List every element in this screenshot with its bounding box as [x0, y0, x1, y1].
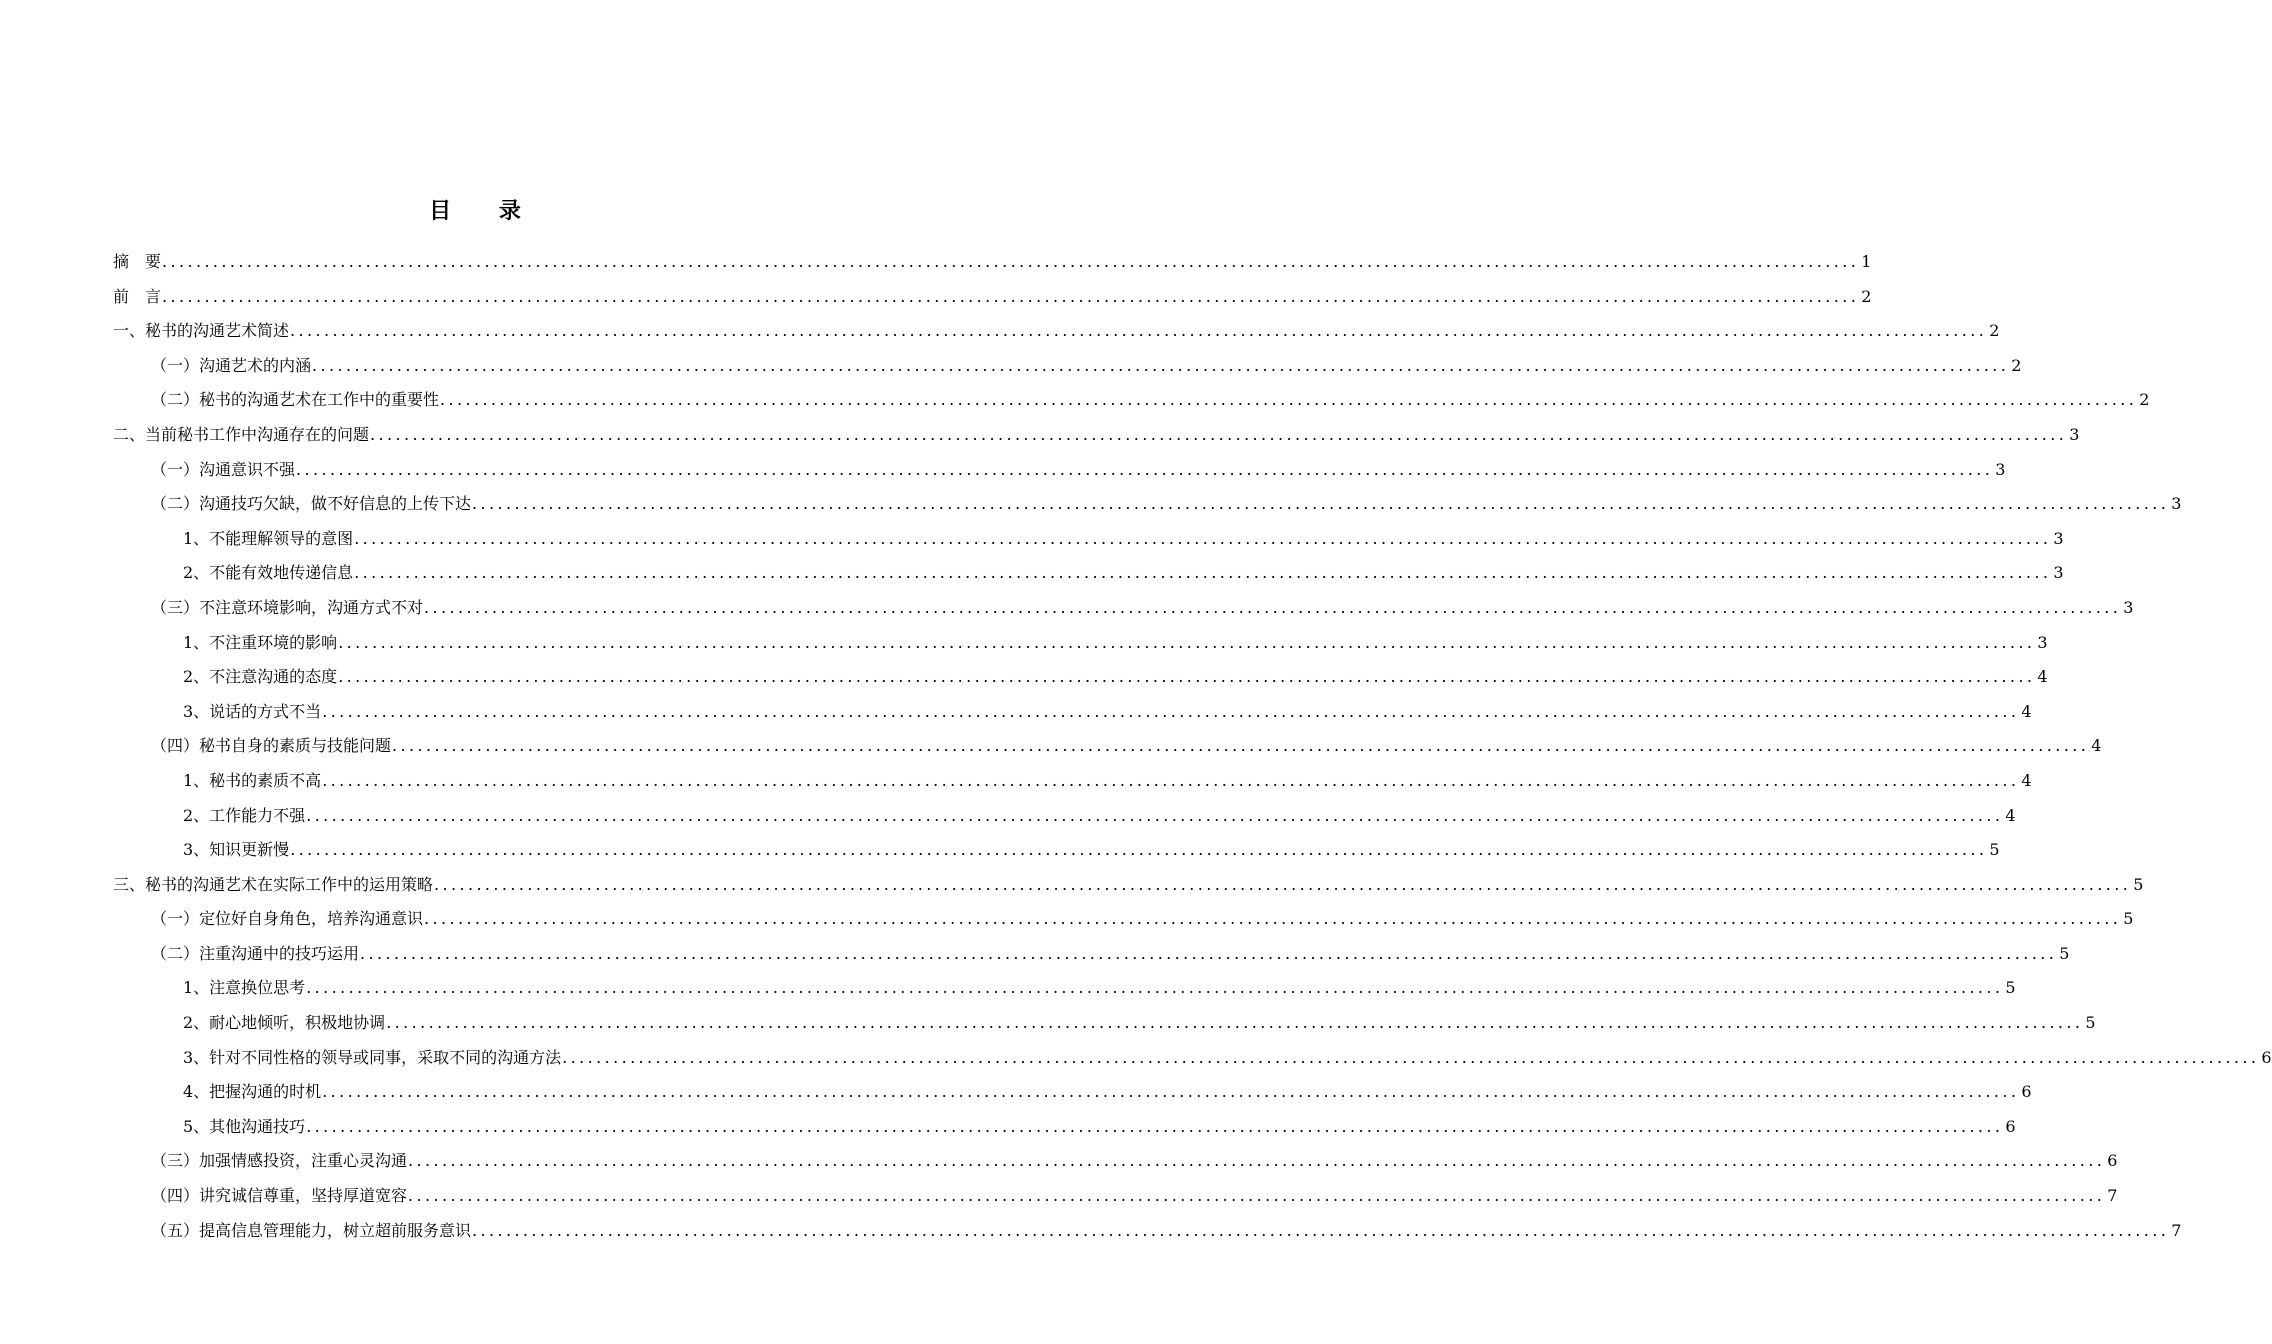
toc-entry-page-number: 5 [2133, 874, 2144, 894]
toc-entry-page-number: 3 [2053, 528, 2064, 548]
toc-entry-label: 2、不能有效地传递信息 [183, 563, 354, 583]
toc-dot-leader: ........................................................................................................................................................................................................ [296, 459, 1994, 479]
toc-entry-page-number: 3 [2171, 494, 2182, 514]
toc-dot-leader: ........................................................................................................................................................................................................ [562, 1047, 2260, 1067]
toc-entry-page-number: 4 [2037, 667, 2048, 687]
toc-entry-label: （一）沟通意识不强 [151, 459, 296, 479]
toc-entry[interactable] [113, 418, 2080, 453]
toc-entry[interactable] [113, 1075, 2032, 1110]
toc-entry-label: （二）注重沟通中的技巧运用 [151, 943, 360, 963]
toc-entry-page-number: 1 [1861, 252, 1872, 271]
toc-entry-label: 1、注意换位思考 [183, 978, 306, 998]
toc-entry[interactable] [113, 799, 2016, 834]
toc-entry-page-number: 5 [1989, 840, 2000, 860]
toc-entry-label: 3、针对不同性格的领导或同事，采取不同的沟通方法 [183, 1047, 562, 1067]
toc-dot-leader: ........................................................................................................................................................................................................ [322, 1082, 2020, 1102]
toc-entry[interactable] [113, 1179, 2118, 1214]
toc-entry-label: 5、其他沟通技巧 [183, 1116, 306, 1136]
toc-entry[interactable] [113, 729, 2102, 764]
toc-entry[interactable] [113, 660, 2048, 695]
toc-entry-label: 2、工作能力不强 [183, 805, 306, 825]
toc-entry-page-number: 2 [1861, 286, 1872, 306]
toc-dot-leader: ........................................................................................................................................................................................................ [290, 840, 1988, 860]
toc-entry-page-number: 2 [1989, 321, 2000, 341]
toc-entry-label: 1、不注重环境的影响 [183, 632, 338, 652]
toc-entry-label: 3、知识更新慢 [183, 840, 290, 860]
toc-entry-label: （三）不注意环境影响，沟通方式不对 [151, 597, 424, 617]
toc-entry[interactable] [113, 487, 2182, 522]
toc-dot-leader: ........................................................................................................................................................................................................ [440, 390, 2138, 410]
toc-entry-label: （一）沟通艺术的内涵 [151, 355, 312, 375]
toc-dot-leader: ........................................................................................................................................................................................................ [306, 805, 2004, 825]
toc-entry-page-number: 6 [2021, 1082, 2032, 1102]
toc-dot-leader: ........................................................................................................................................................................................................ [306, 978, 2004, 998]
toc-entry[interactable] [113, 556, 2064, 591]
toc-entry-label: 2、耐心地倾听，积极地协调 [183, 1013, 386, 1033]
toc-dot-leader: ........................................................................................................................................................................................................ [162, 252, 1860, 271]
toc-entry-page-number: 3 [2053, 563, 2064, 583]
toc-entry-label: 1、秘书的素质不高 [183, 770, 322, 790]
toc-entry[interactable] [113, 764, 2032, 799]
toc-dot-leader: ........................................................................................................................................................................................................ [386, 1013, 2084, 1033]
toc-entry-page-number: 6 [2261, 1047, 2272, 1067]
toc-entry[interactable] [113, 522, 2064, 557]
toc-entry-page-number: 3 [2123, 597, 2134, 617]
toc-entry-label: （五）提高信息管理能力，树立超前服务意识 [151, 1220, 472, 1240]
toc-entry-page-number: 7 [2107, 1186, 2118, 1206]
toc-dot-leader: ........................................................................................................................................................................................................ [408, 1151, 2106, 1171]
toc-title: 目 录 [429, 198, 541, 224]
toc-dot-leader: ........................................................................................................................................................................................................ [472, 494, 2170, 514]
toc-entry-page-number: 5 [2005, 978, 2016, 998]
toc-entry-page-number: 2 [2011, 355, 2022, 375]
toc-entry[interactable] [113, 833, 2000, 868]
toc-entry-page-number: 6 [2107, 1151, 2118, 1171]
toc-entry-page-number: 5 [2085, 1013, 2096, 1033]
toc-entry-label: （三）加强情感投资，注重心灵沟通 [151, 1151, 408, 1171]
toc-entry-label: 三、秘书的沟通艺术在实际工作中的运用策略 [113, 874, 434, 894]
toc-entry[interactable] [113, 937, 2070, 972]
toc-entry-label: （二）沟通技巧欠缺，做不好信息的上传下达 [151, 494, 472, 514]
toc-entry-page-number: 4 [2021, 701, 2032, 721]
toc-entry-page-number: 4 [2091, 736, 2102, 756]
toc-entry-label: 1、不能理解领导的意图 [183, 528, 354, 548]
toc-dot-leader: ........................................................................................................................................................................................................ [338, 667, 2036, 687]
toc-entry-label: 3、说话的方式不当 [183, 701, 322, 721]
table-of-contents [113, 245, 2272, 1248]
toc-entry[interactable] [113, 626, 2048, 661]
toc-dot-leader: ........................................................................................................................................................................................................ [434, 874, 2132, 894]
toc-entry-page-number: 4 [2005, 805, 2016, 825]
toc-entry[interactable] [113, 1110, 2016, 1145]
toc-entry[interactable] [113, 314, 2000, 349]
toc-entry-label: （四）秘书自身的素质与技能问题 [151, 736, 392, 756]
toc-dot-leader: ........................................................................................................................................................................................................ [354, 563, 2052, 583]
toc-entry-page-number: 3 [1995, 459, 2006, 479]
toc-entry[interactable] [113, 1006, 2096, 1041]
toc-entry-label: （四）讲究诚信尊重，坚持厚道宽容 [151, 1186, 408, 1206]
toc-entry-page-number: 3 [2069, 424, 2080, 444]
toc-dot-leader: ........................................................................................................................................................................................................ [290, 321, 1988, 341]
toc-entry[interactable] [113, 453, 2006, 488]
toc-dot-leader: ........................................................................................................................................................................................................ [162, 286, 1860, 306]
toc-entry-label: 2、不注意沟通的态度 [183, 667, 338, 687]
toc-dot-leader: ........................................................................................................................................................................................................ [424, 909, 2122, 929]
toc-entry-page-number: 2 [2139, 390, 2150, 410]
toc-entry[interactable] [113, 591, 2134, 626]
toc-entry[interactable] [113, 868, 2144, 903]
toc-entry-label: 二、当前秘书工作中沟通存在的问题 [113, 424, 370, 444]
toc-entry[interactable] [113, 1214, 2182, 1249]
toc-entry-label: 摘 要 [113, 252, 162, 271]
toc-dot-leader: ........................................................................................................................................................................................................ [338, 632, 2036, 652]
toc-dot-leader: ........................................................................................................................................................................................................ [408, 1186, 2106, 1206]
toc-entry-label: 一、秘书的沟通艺术简述 [113, 321, 290, 341]
toc-entry[interactable] [113, 1041, 2272, 1076]
toc-dot-leader: ........................................................................................................................................................................................................ [354, 528, 2052, 548]
toc-entry-label: （一）定位好自身角色，培养沟通意识 [151, 909, 424, 929]
toc-entry-page-number: 7 [2171, 1220, 2182, 1240]
toc-entry-page-number: 6 [2005, 1116, 2016, 1136]
toc-entry-page-number: 3 [2037, 632, 2048, 652]
toc-entry[interactable] [113, 971, 2016, 1006]
toc-dot-leader: ........................................................................................................................................................................................................ [322, 701, 2020, 721]
toc-dot-leader: ........................................................................................................................................................................................................ [312, 355, 2010, 375]
toc-dot-leader: ........................................................................................................................................................................................................ [472, 1220, 2170, 1240]
toc-entry[interactable] [113, 902, 2134, 937]
toc-entry[interactable] [113, 1144, 2118, 1179]
toc-entry-page-number: 5 [2123, 909, 2134, 929]
toc-entry[interactable] [113, 245, 1872, 280]
toc-entry[interactable] [113, 280, 1872, 315]
toc-entry[interactable] [113, 349, 2022, 384]
toc-entry-page-number: 5 [2059, 943, 2070, 963]
toc-dot-leader: ........................................................................................................................................................................................................ [392, 736, 2090, 756]
toc-dot-leader: ........................................................................................................................................................................................................ [322, 770, 2020, 790]
toc-entry-label: （二）秘书的沟通艺术在工作中的重要性 [151, 390, 440, 410]
toc-entry[interactable] [113, 695, 2032, 730]
toc-dot-leader: ........................................................................................................................................................................................................ [306, 1116, 2004, 1136]
toc-entry[interactable] [113, 383, 2150, 418]
toc-dot-leader: ........................................................................................................................................................................................................ [424, 597, 2122, 617]
toc-entry-page-number: 4 [2021, 770, 2032, 790]
toc-dot-leader: ........................................................................................................................................................................................................ [370, 424, 2068, 444]
toc-entry-label: 前 言 [113, 286, 162, 306]
toc-entry-label: 4、把握沟通的时机 [183, 1082, 322, 1102]
toc-dot-leader: ........................................................................................................................................................................................................ [360, 943, 2058, 963]
